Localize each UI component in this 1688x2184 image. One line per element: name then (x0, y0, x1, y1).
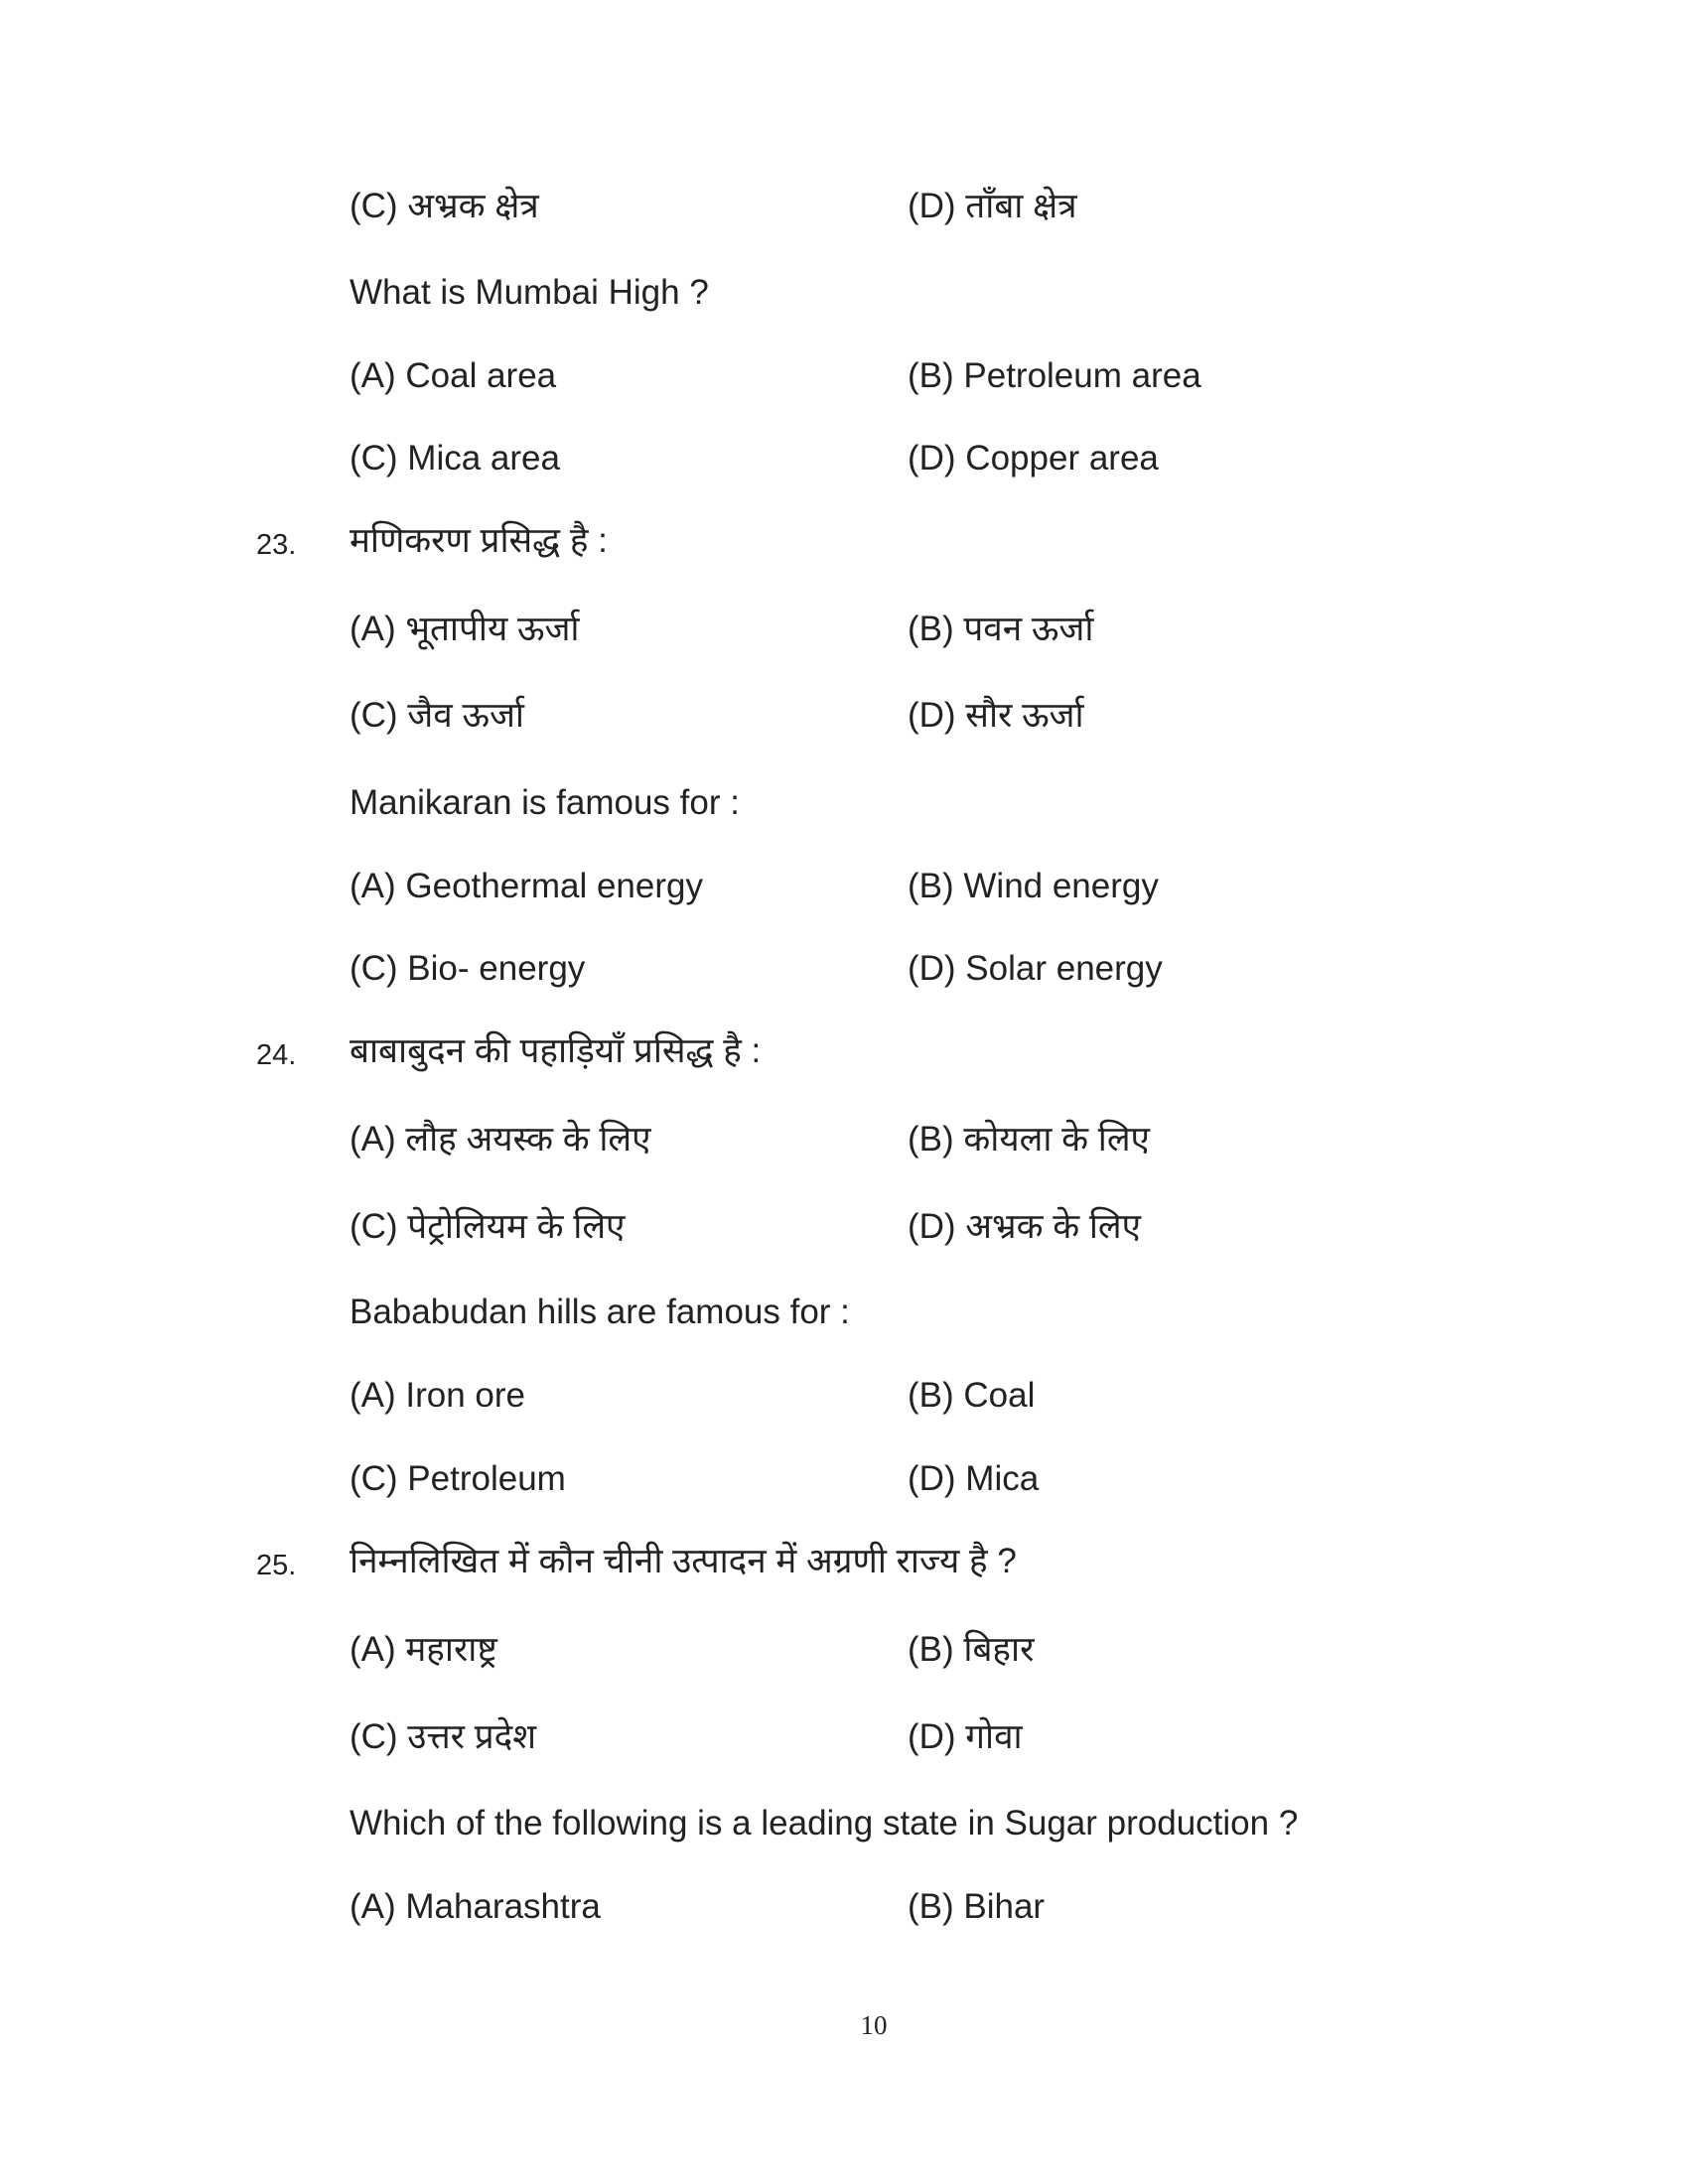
q25-hindi-option-a: (A) महाराष्ट्र (350, 1630, 497, 1669)
q22-english-option-a: (A) Coal area (350, 356, 557, 395)
q25-number: 25. (256, 1550, 297, 1581)
q23-hindi-question: मणिकरण प्रसिद्ध है : (350, 521, 608, 560)
q22-english-option-b: (B) Petroleum area (908, 356, 1201, 395)
q23-hindi-option-c: (C) जैव ऊर्जा (350, 696, 524, 735)
q23-english-options-row-2 (0, 939, 1688, 999)
q22-english-option-c: (C) Mica area (350, 439, 560, 478)
q24-hindi-question: बाबाबुदन की पहाड़ियाँ प्रसिद्ध है : (350, 1031, 762, 1070)
q25-hindi-options-row-1 (0, 1620, 1688, 1680)
q25-hindi-options-row-2 (0, 1707, 1688, 1767)
q23-english-option-a: (A) Geothermal energy (350, 867, 703, 905)
q23-english-option-d: (D) Solar energy (908, 949, 1163, 988)
q22-hindi-option-c: (C) अभ्रक क्षेत्र (350, 187, 539, 225)
q24-english-options-row-1 (0, 1366, 1688, 1426)
q25-hindi-option-c: (C) उत्तर प्रदेश (350, 1717, 537, 1756)
q24-hindi-options-row-2 (0, 1197, 1688, 1257)
q22-english-options-row-1 (0, 346, 1688, 406)
q22-hindi-options-row-2 (0, 177, 1688, 236)
q24-hindi-question-row (0, 1022, 1688, 1081)
q25-hindi-option-d: (D) गोवा (908, 1717, 1023, 1756)
q25-hindi-option-b: (B) बिहार (908, 1630, 1035, 1669)
q22-english-question: What is Mumbai High ? (350, 273, 709, 312)
q24-english-option-b: (B) Coal (908, 1376, 1036, 1415)
q23-hindi-option-a: (A) भूतापीय ऊर्जा (350, 610, 580, 648)
q24-hindi-option-c: (C) पेट्रोलियम के लिए (350, 1207, 626, 1246)
q23-hindi-option-b: (B) पवन ऊर्जा (908, 610, 1094, 648)
q25-english-option-b: (B) Bihar (908, 1887, 1046, 1926)
q23-english-option-c: (C) Bio- energy (350, 949, 586, 988)
q23-hindi-question-row (0, 511, 1688, 571)
q22-english-question-row (0, 263, 1688, 323)
q24-english-option-d: (D) Mica (908, 1459, 1040, 1498)
q22-english-options-row-2 (0, 429, 1688, 488)
q24-english-option-c: (C) Petroleum (350, 1459, 566, 1498)
q24-english-question-row (0, 1283, 1688, 1342)
q23-english-question-row (0, 773, 1688, 833)
q25-hindi-question: निम्नलिखित में कौन चीनी उत्पादन में अग्रणी राज्य है ? (350, 1542, 1017, 1580)
q23-number: 23. (256, 529, 297, 561)
q25-hindi-question-row (0, 1532, 1688, 1591)
q23-english-question: Manikaran is famous for : (350, 783, 740, 822)
q24-english-options-row-2 (0, 1449, 1688, 1509)
q25-english-options-row-1 (0, 1877, 1688, 1937)
q23-english-option-b: (B) Wind energy (908, 867, 1159, 905)
q23-hindi-option-d: (D) सौर ऊर्जा (908, 696, 1084, 735)
q25-english-question: Which of the following is a leading state in Sugar production ? (350, 1804, 1299, 1843)
q23-hindi-options-row-1 (0, 600, 1688, 659)
q24-number: 24. (256, 1039, 297, 1071)
q22-english-option-d: (D) Copper area (908, 439, 1159, 478)
q24-hindi-option-a: (A) लौह अयस्क के लिए (350, 1120, 651, 1159)
q24-hindi-options-row-1 (0, 1110, 1688, 1169)
q24-hindi-option-d: (D) अभ्रक के लिए (908, 1207, 1142, 1246)
page-number: 10 (860, 2010, 888, 2040)
q23-hindi-options-row-2 (0, 686, 1688, 746)
q25-english-option-a: (A) Maharashtra (350, 1887, 601, 1926)
q22-hindi-option-d: (D) ताँबा क्षेत्र (908, 187, 1077, 225)
q24-english-question: Bababudan hills are famous for : (350, 1293, 850, 1331)
q24-hindi-option-b: (B) कोयला के लिए (908, 1120, 1150, 1159)
q24-english-option-a: (A) Iron ore (350, 1376, 525, 1415)
q25-english-question-row (0, 1794, 1688, 1853)
q23-english-options-row-1 (0, 857, 1688, 916)
